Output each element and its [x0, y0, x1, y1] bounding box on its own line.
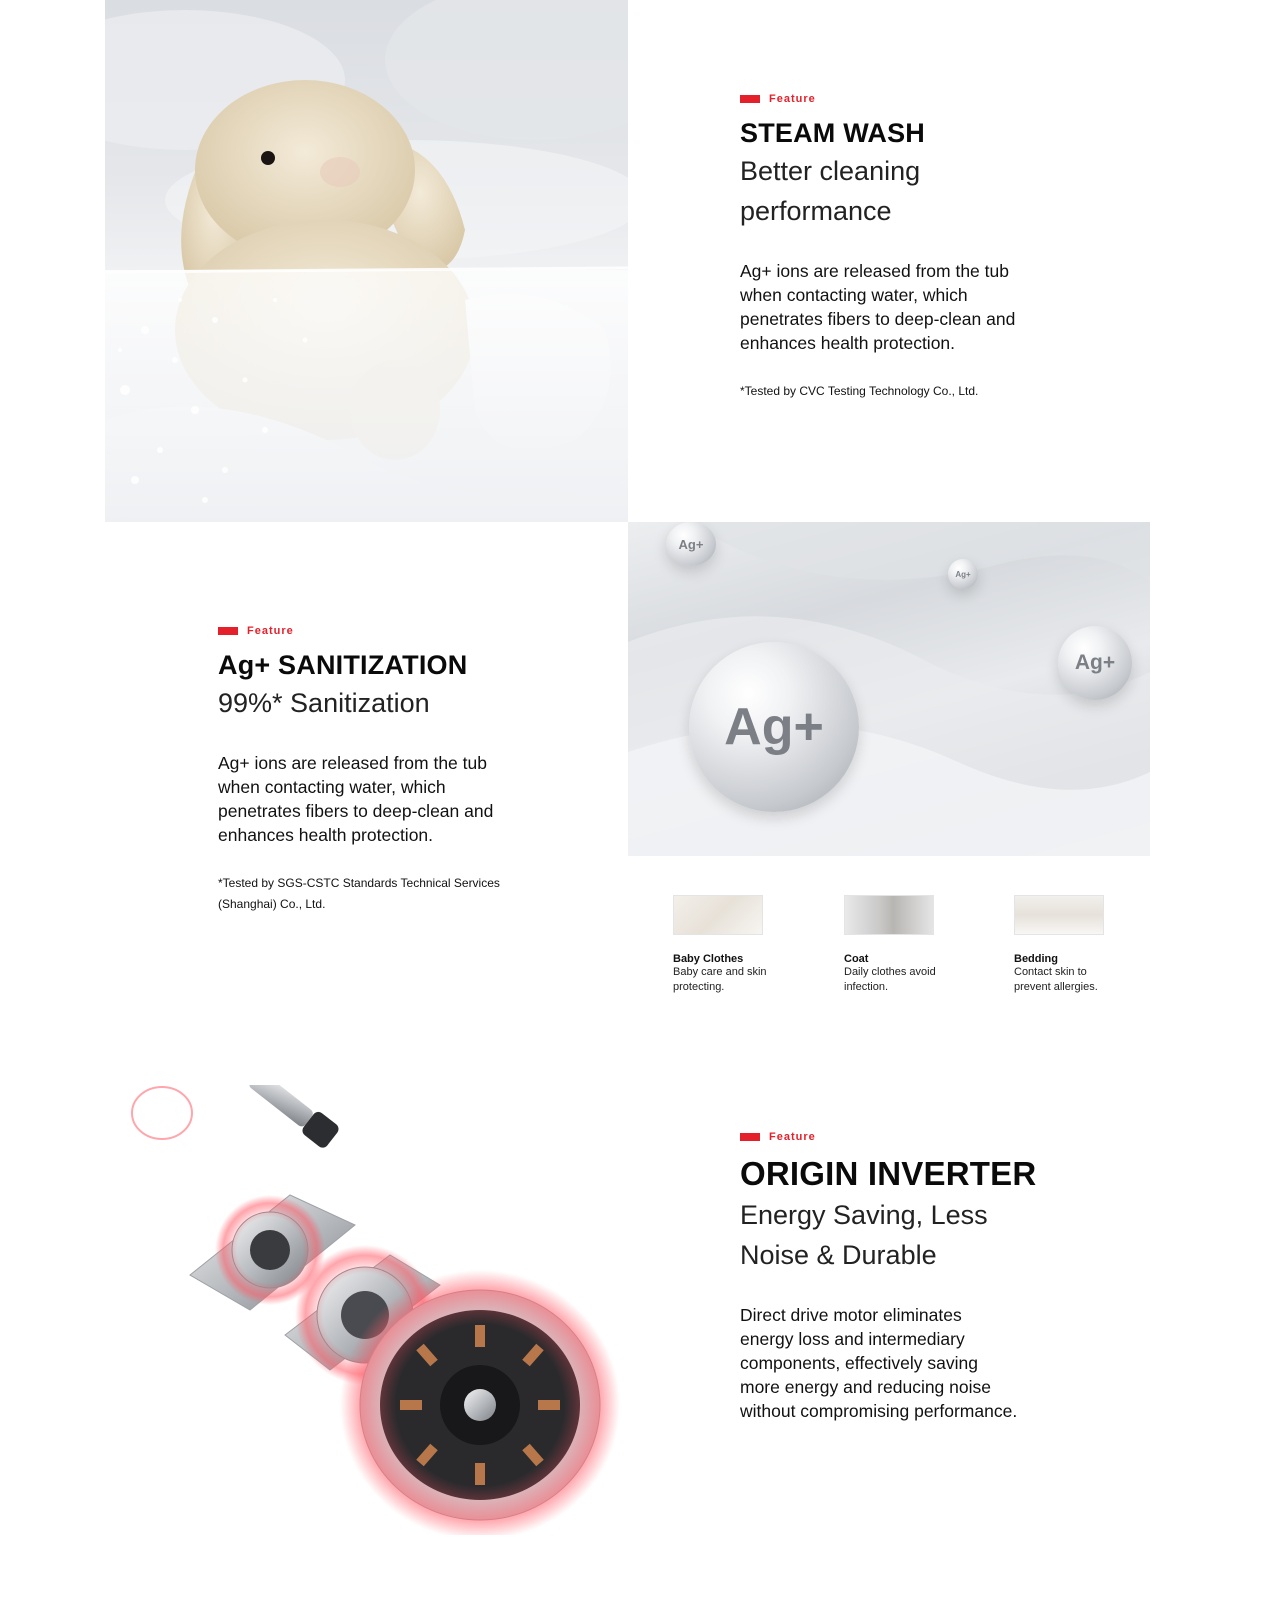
feature-tag — [740, 93, 1060, 105]
feature-body: Ag+ ions are released from the tub when contacting water, which penetrates fibers to deep-clean and enhances health protection. — [740, 261, 1016, 353]
feature-subtitle: Energy Saving, Less Noise & Durable — [740, 1200, 988, 1270]
use-case-title: Baby Clothes — [673, 953, 744, 965]
feature-label: Feature — [769, 93, 816, 105]
use-case-title: Coat — [844, 953, 869, 965]
feature-note: *Tested by SGS-CSTC Standards Technical Services (Shanghai) Co., Ltd. — [218, 876, 500, 911]
bedding-thumbnail — [1014, 895, 1104, 935]
feature-title: Ag+ SANITIZATION — [218, 650, 468, 680]
feature-note: *Tested by CVC Testing Technology Co., Ltd. — [740, 384, 979, 398]
feature-marker — [218, 627, 238, 635]
coat-thumbnail — [844, 895, 934, 935]
feature-tag — [218, 625, 528, 637]
steam-wash-feature — [740, 93, 1060, 402]
feature-subtitle: 99%* Sanitization — [218, 688, 430, 718]
ag-bubble-icon: Ag+ — [689, 642, 859, 812]
ag-bubble-icon: Ag+ — [1058, 626, 1132, 700]
use-case-item — [673, 895, 803, 995]
inverter-motor-image — [120, 1085, 620, 1535]
ag-bubble-icon: Ag+ — [948, 559, 978, 589]
use-case-description: Daily clothes avoid infection. — [844, 966, 936, 993]
baby-clothes-thumbnail — [673, 895, 763, 935]
steam-wash-image — [105, 0, 628, 522]
use-case-title: Bedding — [1014, 953, 1058, 965]
feature-tag — [740, 1131, 1060, 1143]
origin-inverter-feature — [740, 1131, 1060, 1423]
use-case-list — [673, 895, 1143, 1005]
feature-title: ORIGIN INVERTER — [740, 1155, 1037, 1192]
use-case-item — [1014, 895, 1144, 995]
use-case-item — [844, 895, 974, 995]
ag-ion-image — [628, 522, 1150, 856]
feature-label: Feature — [247, 625, 294, 637]
feature-body: Ag+ ions are released from the tub when contacting water, which penetrates fibers to deep-clean and enhances health protection. — [218, 753, 494, 845]
use-case-description: Contact skin to prevent allergies. — [1014, 966, 1098, 993]
feature-marker — [740, 1133, 760, 1141]
feature-label: Feature — [769, 1131, 816, 1143]
use-case-description: Baby care and skin protecting. — [673, 966, 767, 993]
feature-subtitle: Better cleaning performance — [740, 156, 921, 226]
feature-marker — [740, 95, 760, 103]
plush-bunny-illustration — [105, 0, 628, 522]
ag-sanitization-feature — [218, 625, 528, 915]
feature-body: Direct drive motor eliminates energy loss and intermediary components, effectively saving more energy and reducing noise without compromising performance. — [740, 1305, 1018, 1421]
motor-exploded-illustration — [120, 1085, 620, 1535]
ag-bubble-icon: Ag+ — [666, 522, 716, 566]
feature-title: STEAM WASH — [740, 118, 926, 148]
